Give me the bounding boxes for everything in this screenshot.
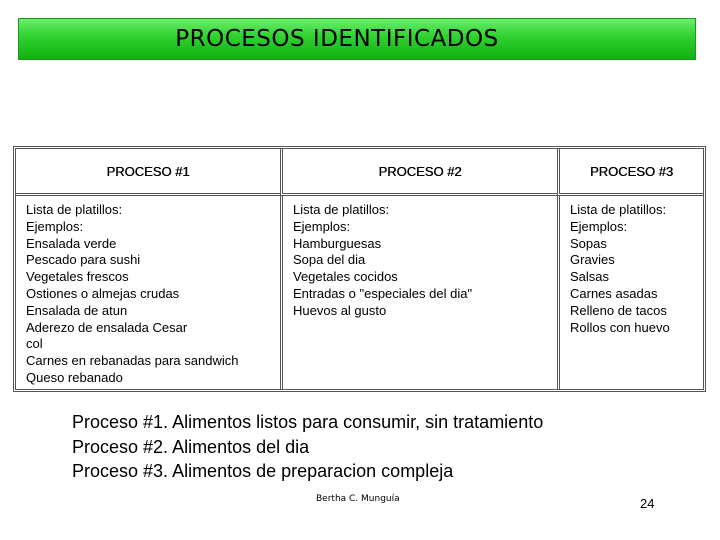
column-proceso-1 [16, 196, 280, 389]
list-item: Vegetales cocidos [293, 269, 398, 285]
page-title: PROCESOS IDENTIFICADOS [175, 26, 499, 52]
list-item: Lista de platillos: [293, 202, 390, 217]
list-item: Pescado para sushi [26, 252, 141, 268]
list-item: Gravies [570, 252, 615, 268]
list-item: Salsas [570, 269, 610, 285]
list-item: Relleno de tacos [570, 302, 667, 318]
list-item: Ejemplos: [570, 218, 628, 234]
list-item: Huevos al gusto [293, 302, 387, 318]
title-banner [18, 18, 696, 60]
author-credit: Bertha C. Munguía [316, 494, 400, 504]
list-item: col [26, 336, 43, 352]
process-summary [72, 410, 543, 484]
list-item: Vegetales frescos [26, 269, 129, 285]
list-item: Ejemplos: [26, 218, 84, 234]
list-item: Ensalada verde [26, 235, 117, 251]
list-item: Lista de platillos: [570, 202, 667, 217]
list-item: Sopa del dia [293, 252, 366, 268]
header-proceso-1: PROCESO #1 [16, 149, 280, 196]
list-item: Ostiones o almejas crudas [26, 285, 180, 301]
list-item: Rollos con huevo [570, 319, 670, 335]
process-table [13, 146, 706, 392]
page-number: 24 [640, 496, 655, 511]
column-proceso-3 [557, 196, 703, 389]
list-item: Carnes en rebanadas para sandwich [26, 353, 239, 369]
list-item: Entradas o "especiales del dia" [293, 285, 473, 301]
list-item: Hamburguesas [293, 235, 382, 251]
list-item: Ensalada de atun [26, 302, 128, 318]
list-item: Queso rebanado [26, 369, 123, 385]
table-body-row [16, 196, 703, 389]
summary-line-3: Proceso #3. Alimentos de preparacion compleja [72, 461, 454, 481]
header-proceso-2: PROCESO #2 [280, 149, 557, 196]
summary-line-2: Proceso #2. Alimentos del dia [72, 436, 310, 457]
list-item: Ejemplos: [293, 218, 351, 234]
list-item: Sopas [570, 235, 607, 251]
header-proceso-3: PROCESO #3 [557, 149, 703, 196]
table-header-row [16, 149, 703, 196]
list-item: Carnes asadas [570, 285, 658, 301]
list-item: Aderezo de ensalada Cesar [26, 319, 188, 335]
column-proceso-2 [280, 196, 557, 389]
list-item: Lista de platillos: [26, 202, 123, 217]
summary-line-1: Proceso #1. Alimentos listos para consumir, sin tratamiento [72, 412, 544, 432]
